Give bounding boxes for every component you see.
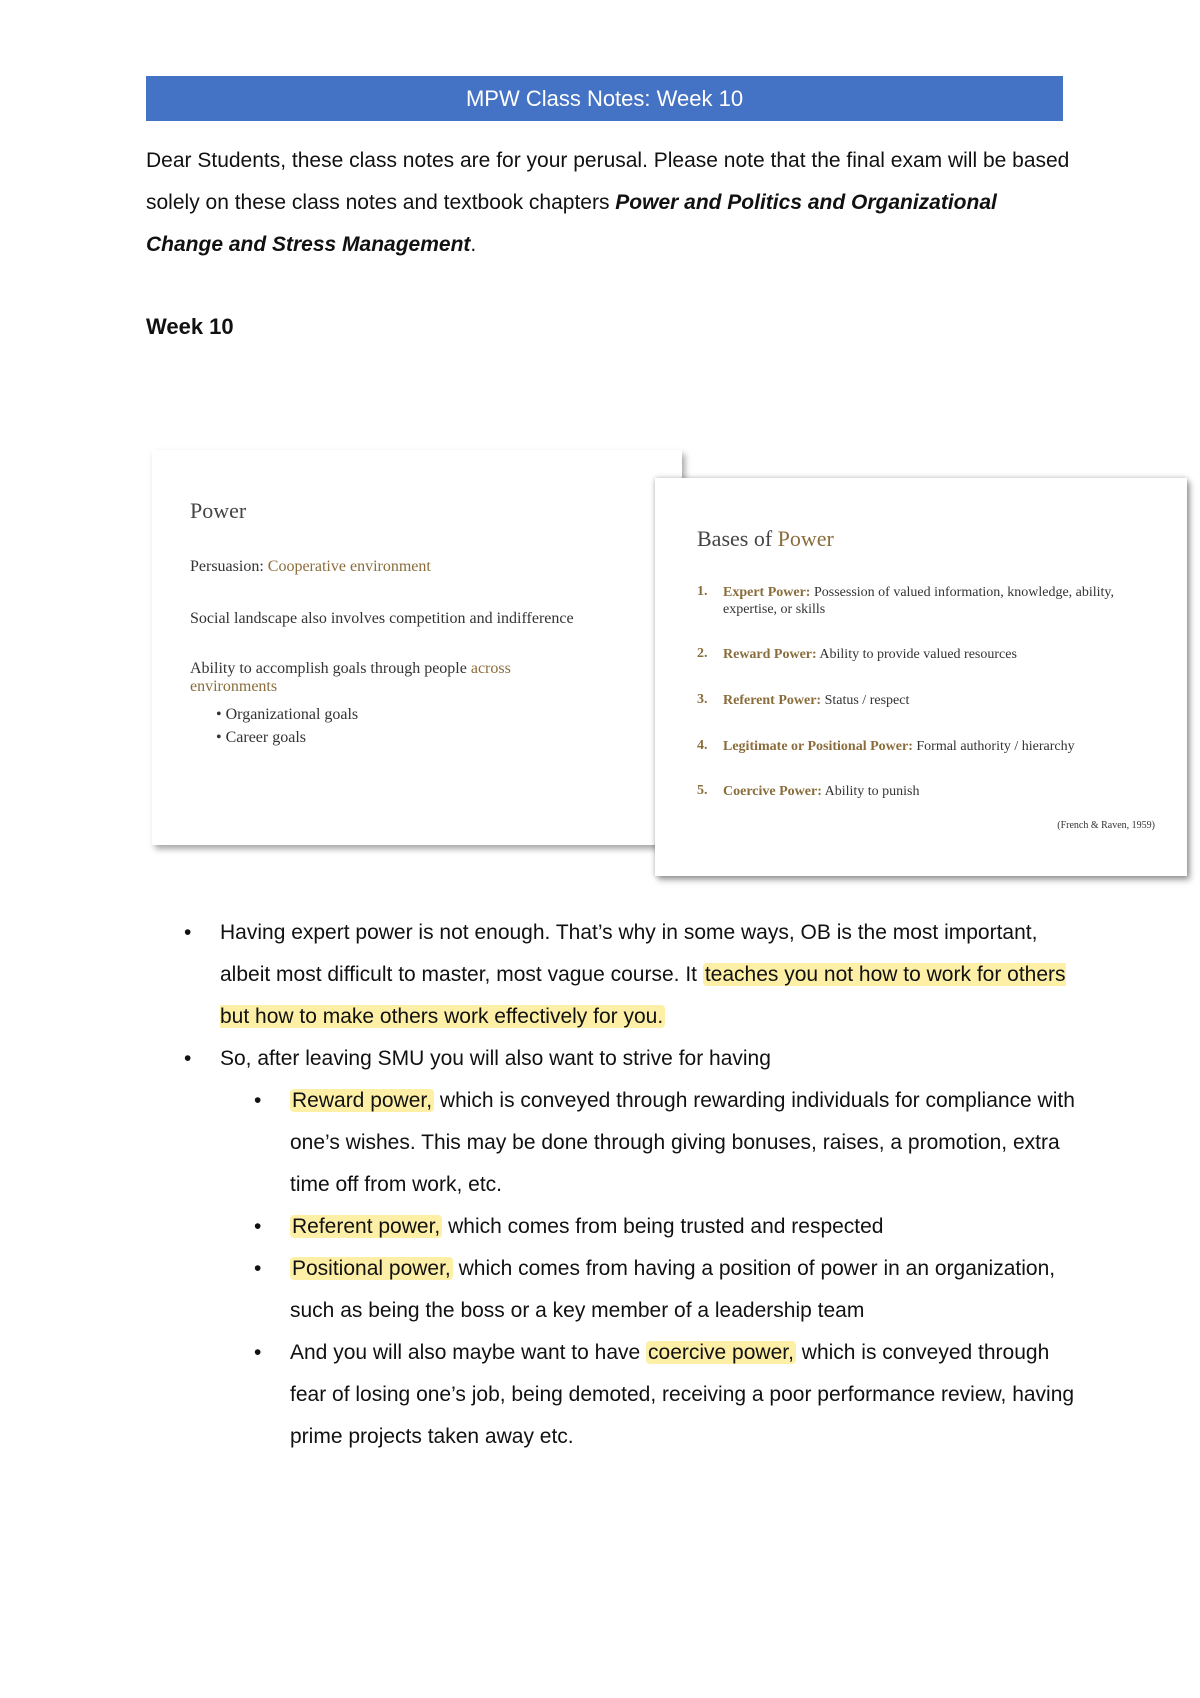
page-title-banner: MPW Class Notes: Week 10 <box>146 76 1063 121</box>
bullet-text: which comes from being trusted and respected <box>442 1215 884 1238</box>
bullet-text: which comes from having a position of power in an organization, such as being the boss or a key member of a leadership team <box>290 1257 1056 1322</box>
slide-bases-of-power <box>655 478 1187 876</box>
slide-power-persuasion <box>190 558 431 576</box>
sub-list-item <box>180 1332 1080 1458</box>
highlighted-text: Positional power, <box>292 1257 451 1280</box>
highlighted-text: Referent power, <box>292 1215 441 1238</box>
week-heading: Week 10 <box>146 314 234 339</box>
item-number: 5. <box>697 783 708 798</box>
persuasion-value: Cooperative environment <box>267 558 431 575</box>
ability-text: Ability to accomplish goals through people <box>190 660 471 677</box>
item-text: Formal authority / hierarchy <box>912 739 1075 754</box>
slide-power-social-landscape: Social landscape also involves competition and indifference <box>190 610 574 627</box>
item-body <box>723 738 1153 755</box>
item-body <box>723 584 1153 618</box>
bullet-icon: • <box>184 1047 192 1070</box>
item-text: Possession of valued information, knowledge, ability, expertise, or skills <box>723 585 1115 617</box>
bullet-icon: • <box>254 1089 262 1112</box>
notes-bullet-list <box>180 912 1080 1458</box>
highlighted-text: coercive power, <box>648 1341 794 1364</box>
item-label: Coercive Power: <box>723 784 822 799</box>
bullet-text: which is conveyed through fear of losing one’s job, being demoted, receiving a poor performance review, having prime projects taken away etc. <box>290 1341 1075 1448</box>
list-item <box>180 1038 1080 1080</box>
item-body <box>723 646 1153 663</box>
sub-list-item <box>180 1080 1080 1206</box>
item-label: Referent Power: <box>723 693 822 708</box>
slide-bases-title <box>697 526 834 552</box>
item-number: 4. <box>697 738 708 753</box>
bullet-text: So, after leaving SMU you will also want to strive for having <box>220 1047 771 1070</box>
item-text: Ability to punish <box>821 784 920 799</box>
list-item <box>180 912 1080 1038</box>
sub-list-item <box>180 1206 1080 1248</box>
bullet-icon: • <box>254 1341 262 1364</box>
slide-power-title: Power <box>190 498 247 523</box>
sub-list-item <box>180 1248 1080 1332</box>
slide-power <box>152 450 682 845</box>
bullet-icon: • <box>184 921 192 944</box>
item-label: Reward Power: <box>723 647 817 662</box>
item-number: 1. <box>697 584 708 599</box>
item-text: Status / respect <box>821 693 910 708</box>
item-body <box>723 692 1153 709</box>
bases-title-accent: Power <box>777 526 834 551</box>
sub-item-career-goals: • Career goals <box>216 729 307 746</box>
item-body <box>723 783 1153 800</box>
bullet-text: Having expert power is not enough. That’s why in some ways, OB is the most important, albeit most difficult to master, most vague course. It <box>220 921 1038 986</box>
item-label: Legitimate or Positional Power: <box>723 739 913 754</box>
intro-period: . <box>470 233 477 256</box>
slide-power-ability <box>190 660 570 696</box>
slide-citation: (French & Raven, 1959) <box>1057 820 1155 831</box>
item-number: 2. <box>697 646 708 661</box>
item-label: Expert Power: <box>723 585 811 600</box>
highlighted-text: teaches you not how to work for others but how to make others work effectively for you. <box>220 963 1066 1028</box>
bullet-text: And you will also maybe want to have <box>290 1341 647 1364</box>
ability-accent: across environments <box>190 660 511 695</box>
bullet-icon: • <box>254 1257 262 1280</box>
intro-text: Dear Students, these class notes are for your perusal. Please note that the final exam will be based solely on these class notes and textbook chapters <box>146 149 1070 214</box>
intro-paragraph <box>146 140 1076 266</box>
bullet-icon: • <box>254 1215 262 1238</box>
bases-title-plain: Bases of <box>697 526 778 551</box>
item-text: Ability to provide valued resources <box>816 647 1017 662</box>
persuasion-label: Persuasion: <box>190 558 268 575</box>
bullet-text: which is conveyed through rewarding individuals for compliance with one’s wishes. This may be done through giving bonuses, raises, a promotion, extra time off from work, etc. <box>290 1089 1075 1196</box>
item-number: 3. <box>697 692 708 707</box>
highlighted-text: Reward power, <box>292 1089 433 1112</box>
sub-item-organizational-goals: • Organizational goals <box>216 706 359 723</box>
intro-chapter-titles: Power and Politics and Organizational Change and Stress Management <box>146 191 997 256</box>
